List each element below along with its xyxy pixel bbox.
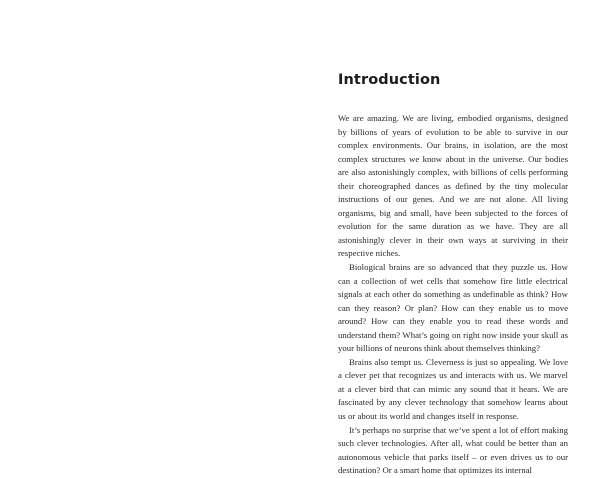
chapter-body [338, 112, 568, 478]
paragraph: Brains also tempt us. Cleverness is just so appealing. We love a clever pet that recognizes us and interacts with us. We marvel at a clever bird that can mimic any sound that it hears. We are fascinated by any clever technology that somehow learns about us or about its world and changes itself in response. [338, 356, 568, 422]
paragraph: It’s perhaps no surprise that we’ve spent a lot of effort making such clever technologies. After all, what could be better than an autonomous vehicle that parks itself – or even drives us to our destination? Or a smart home that optimizes its internal [338, 424, 568, 476]
paragraph: We are amazing. We are living, embodied organisms, designed by billions of years of evolution to be able to survive in our complex environments. Our brains, in isolation, are the most complex structures we know about in the universe. Our bodies are also astonishingly complex, with billions of cells performing their choreographed dances as defined by the tiny molecular instructions of our genes. And we are not alone. All living organisms, big and small, have been subjected to the forces of evolution for the same duration as we have. They are all astonishingly clever in their own ways at surviving in their respective niches. [338, 113, 568, 259]
paragraph: Biological brains are so advanced that they puzzle us. How can a collection of wet cells that somehow fire little electrical signals at each other do something as undefinable as think? How can they reason? Or plan? How can they enable us to move around? How can they enable you to read these words and understand them? What’s going on right now inside your skull as your billions of neurons think about themselves thinking? [338, 262, 568, 354]
chapter-title: Introduction [338, 72, 441, 88]
